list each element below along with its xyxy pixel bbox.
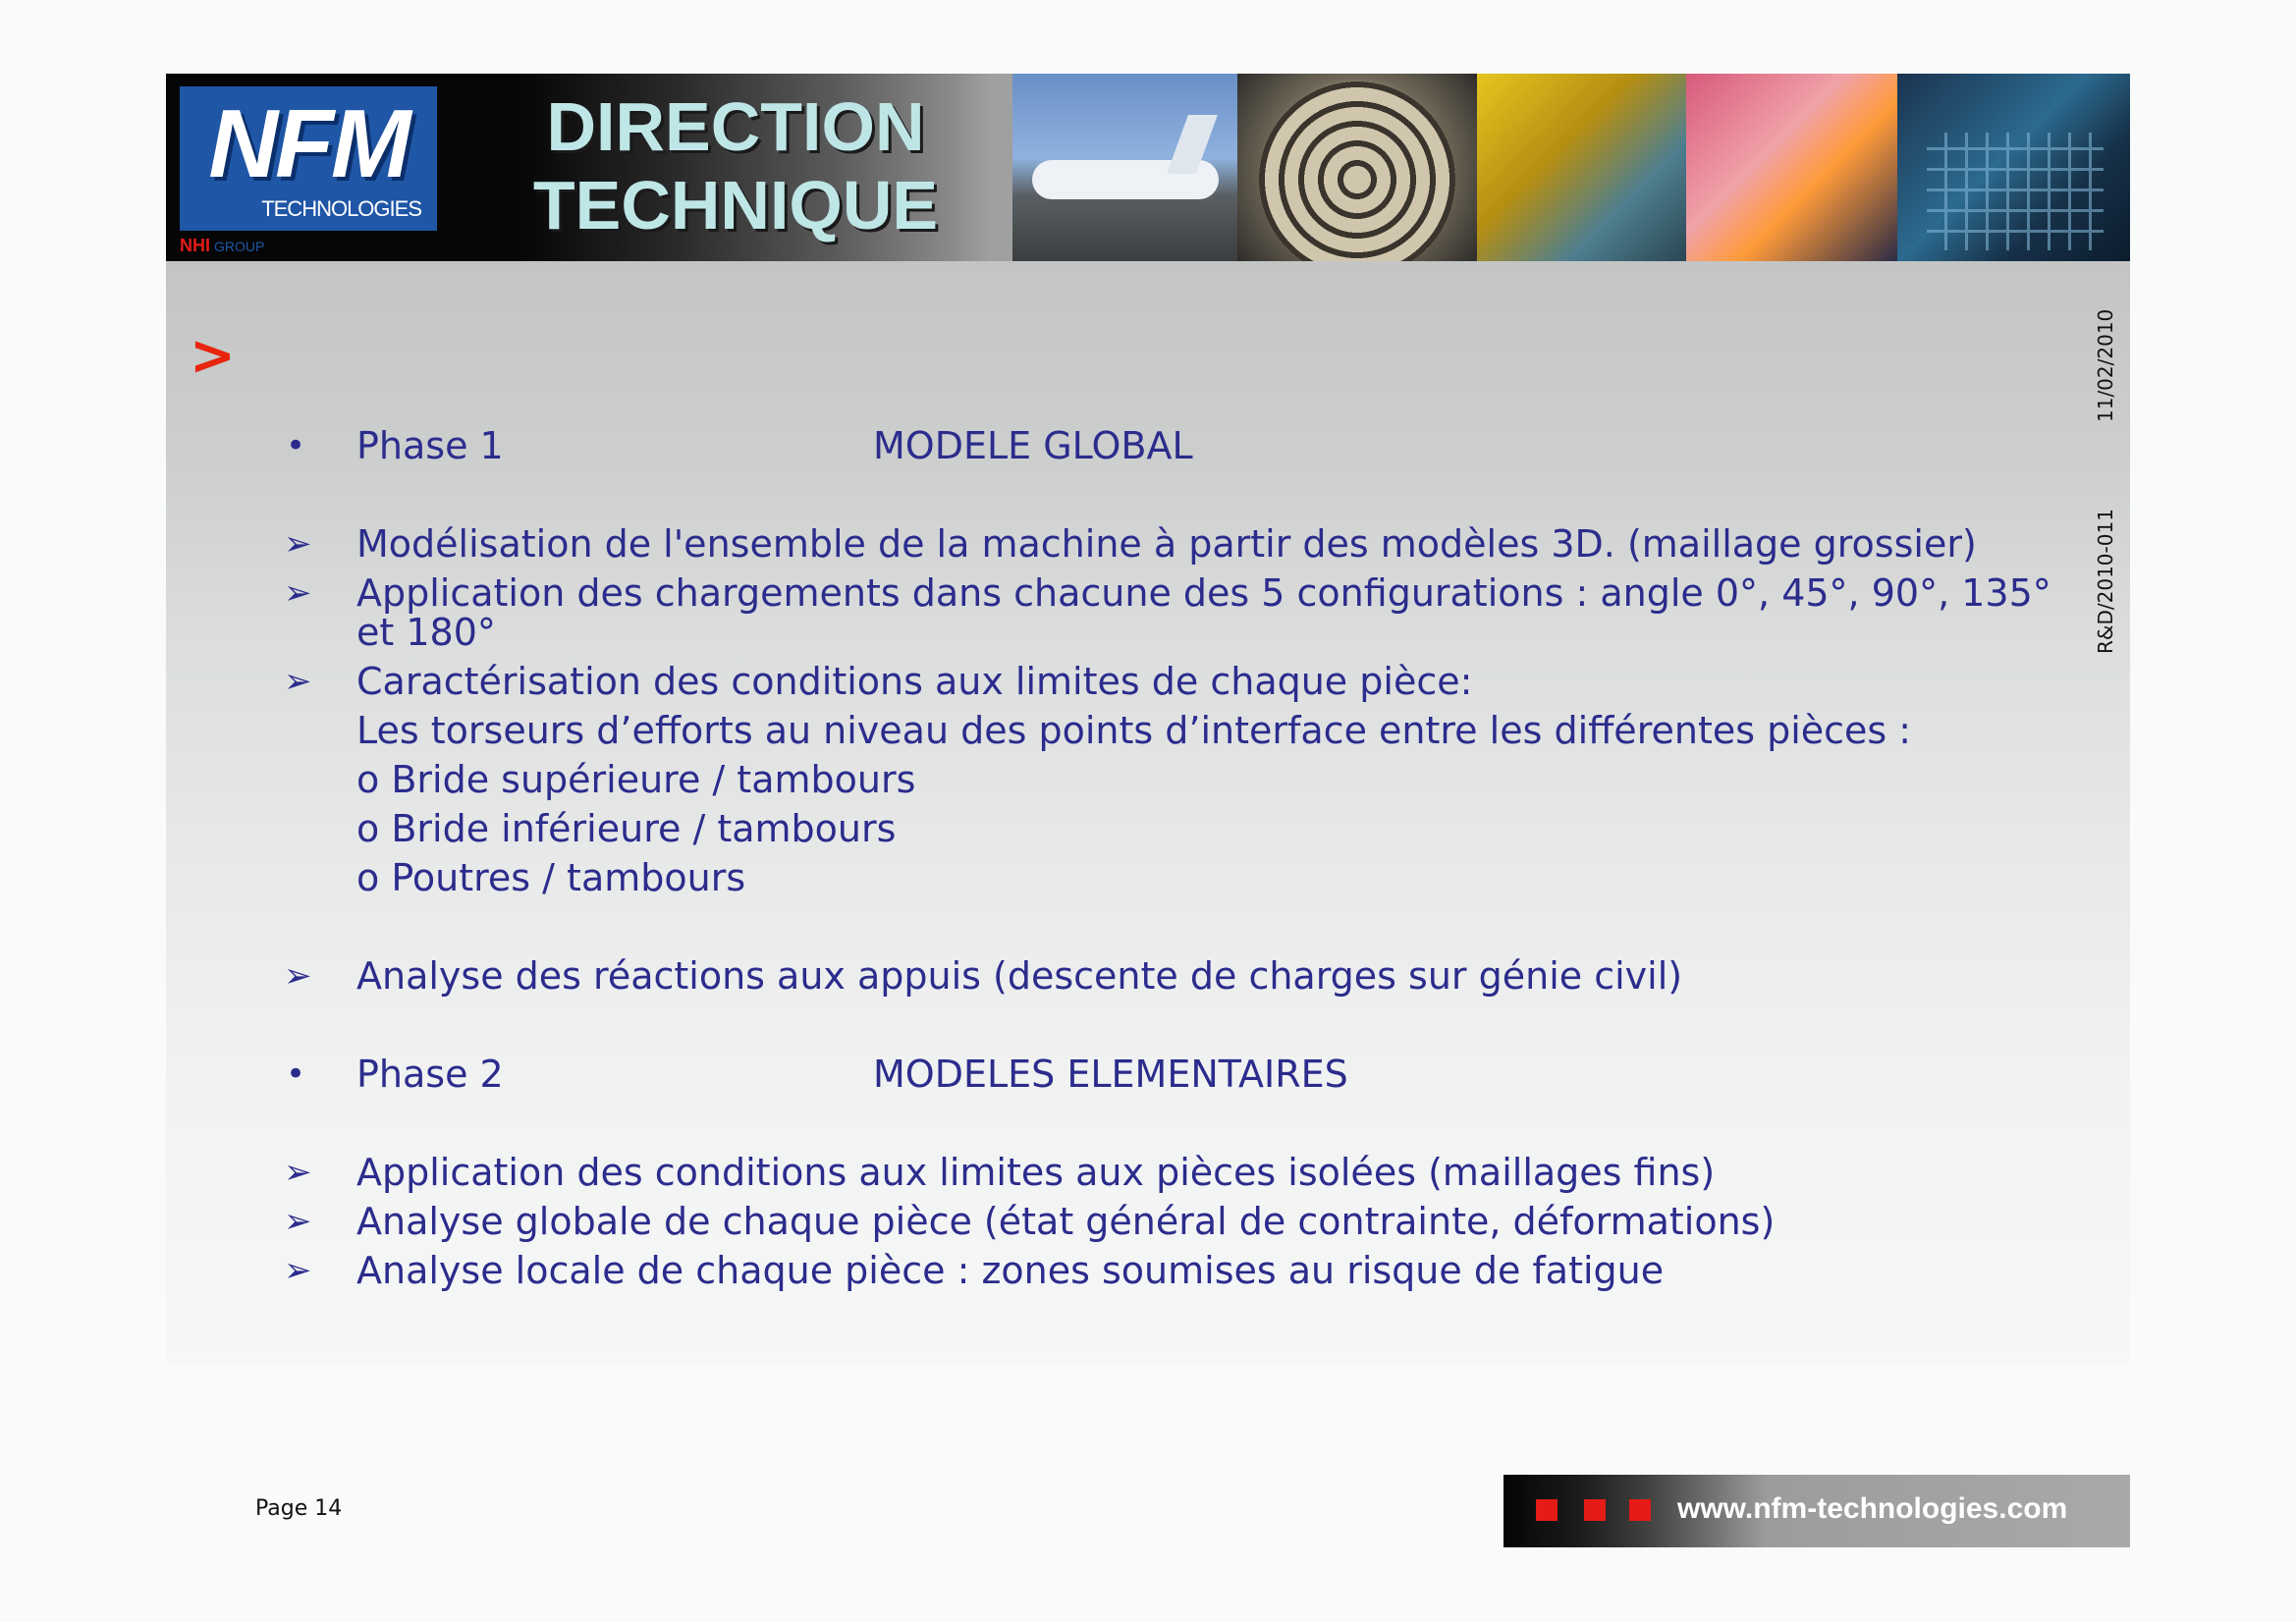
yellow-machinery-photo [1477,74,1686,261]
list-item: Analyse globale de chaque pièce (état général de contrainte, déformations) [356,1200,1776,1243]
red-square-icon [1536,1499,1558,1521]
header-banner [166,74,2130,261]
phase2-bullet: • [286,1054,306,1094]
airplane-photo [1012,74,1237,261]
list-item: Analyse des réactions aux appuis (descente de charges sur génie civil) [356,954,1683,998]
furnace-ladle-photo [1686,74,1897,261]
arrow-bullet: ➢ [284,1251,312,1290]
sub-item: o Bride inférieure / tambours [356,807,897,850]
website-link[interactable]: www.nfm-technologies.com [1677,1492,2068,1525]
logo-subtext: TECHNOLOGIES [261,196,421,221]
list-item: Application des chargements dans chacune des 5 configurations : angle 0°, 45°, 90°, 135° [356,571,2051,615]
nfm-logo [180,86,437,231]
tunnel-boring-machine-photo [1237,74,1477,261]
sub-item: o Poutres / tambours [356,856,746,899]
phase1-label: Phase 1 [356,424,504,467]
logo-text: NFM [208,89,409,197]
arrow-bullet: ➢ [284,1202,312,1241]
sub-item: o Bride supérieure / tambours [356,758,916,801]
arrow-bullet: ➢ [284,956,312,996]
list-item-text: Les torseurs d’efforts au niveau des points d’interface entre les différentes pièces : [356,709,1912,752]
page-number: Page 14 [255,1496,343,1521]
arrow-bullet: ➢ [284,662,312,701]
document-date: 11/02/2010 [2094,308,2117,422]
document-reference: R&D/2010-011 [2094,509,2117,654]
structure-grid-photo [1897,74,2130,261]
section-marker: > [190,324,236,388]
group-prefix: NHI [180,236,210,255]
header-title-line1: DIRECTION [546,88,925,165]
arrow-bullet: ➢ [284,524,312,564]
red-square-icon [1629,1499,1651,1521]
group-label [180,236,264,256]
list-item: Modélisation de l'ensemble de la machine à partir des modèles 3D. (maillage grossier) [356,522,1977,566]
list-item: Application des conditions aux limites aux pièces isolées (maillages fins) [356,1151,1716,1194]
phase2-title: MODELES ELEMENTAIRES [873,1053,1348,1096]
phase2-label: Phase 2 [356,1053,504,1096]
red-square-icon [1584,1499,1606,1521]
footer-bar [1503,1475,2130,1547]
arrow-bullet: ➢ [284,1153,312,1192]
arrow-bullet: ➢ [284,573,312,613]
list-item: Analyse locale de chaque pièce : zones soumises au risque de fatigue [356,1249,1665,1292]
header-title [529,87,942,244]
group-suffix: GROUP [214,239,265,254]
photo-strip [1012,74,2130,261]
header-title-line2: TECHNIQUE [532,167,939,243]
phase1-bullet: • [286,426,306,465]
list-item-continuation: et 180° [356,611,496,654]
list-item: Caractérisation des conditions aux limites de chaque pièce: [356,660,1473,703]
phase1-title: MODELE GLOBAL [873,424,1193,467]
